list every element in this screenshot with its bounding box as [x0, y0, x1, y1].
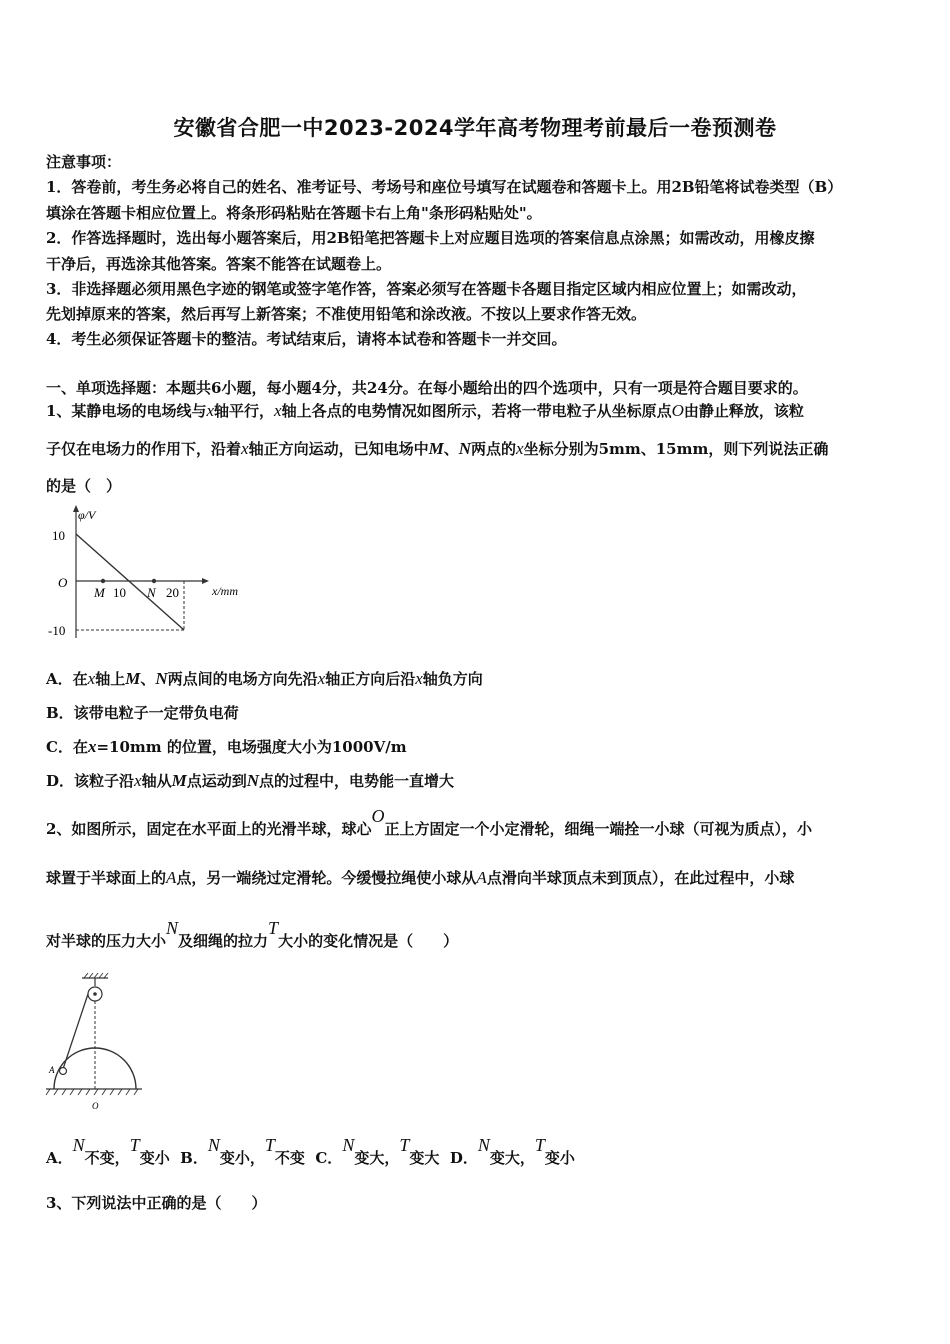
q2-line-3: 对半球的压力大小N及细绳的拉力T大小的变化情况是（ ） [46, 918, 459, 950]
x-tick-20: 20 [166, 585, 179, 600]
notice-heading: 注意事项： [46, 153, 122, 171]
x-axis-label: x/mm [212, 584, 238, 598]
page-title: 安徽省合肥一中2023-2024学年高考物理考前最后一卷预测卷 [173, 116, 777, 140]
y-axis-label: φ/V [78, 508, 96, 522]
q1-option-a: A．在x轴上M、N两点间的电场方向先沿x轴正方向后沿x轴负方向 [46, 669, 483, 688]
point-n-label: N [147, 585, 156, 600]
notice-line: 3．非选择题必须用黑色字迹的钢笔或签字笔作答，答案必须写在答题卡各题目指定区域内相应位置上；如需改动， [46, 280, 807, 298]
q2-options: A．N不变，T变小 B．N变小，T不变 C．N变大，T变大 D．N变大，T变小 [46, 1135, 575, 1167]
q2-line-2: 球置于半球面上的A点，另一端绕过定滑轮。今缓慢拉绳使小球从A点滑向半球顶点未到顶点），在此过程中，小球 [46, 868, 795, 887]
notice-line: 1．答卷前，考生务必将自己的姓名、准考证号、考场号和座位号填写在试题卷和答题卡上。用2B铅笔将试卷类型（B） [46, 178, 843, 196]
origin-label: O [58, 575, 68, 590]
point-a-label: A [49, 1065, 55, 1075]
q1-option-b: B．该带电粒子一定带负电荷 [46, 704, 239, 722]
q1-option-c: C．在x=10mm 的位置，电场强度大小为1000V/m [46, 737, 407, 756]
notice-line: 4．考生必须保证答题卡的整洁。考试结束后，请将本试卷和答题卡一并交回。 [46, 330, 567, 348]
section-heading: 一、单项选择题：本题共6小题，每小题4分，共24分。在每小题给出的四个选项中，只有一项是符合题目要求的。 [46, 379, 808, 397]
x-tick-10: 10 [113, 585, 126, 600]
notice-line: 填涂在答题卡相应位置上。将条形码粘贴在答题卡右上角"条形码粘贴处"。 [46, 204, 542, 222]
notice-line: 2．作答选择题时，选出每小题答案后，用2B铅笔把答题卡上对应题目选项的答案信息点涂黑；如需改动，用橡皮擦 [46, 229, 815, 247]
notice-line: 先划掉原来的答案，然后再写上新答案；不准使用铅笔和涂改液。不按以上要求作答无效。 [46, 305, 647, 323]
q3-line-1: 3、下列说法中正确的是（ ） [46, 1194, 267, 1212]
q1-line-2: 子仅在电场力的作用下，沿着x轴正方向运动，已知电场中M、N两点的x坐标分别为5mm、15mm，则下列说法正确 [46, 439, 829, 458]
q1-line-1: 1、某静电场的电场线与x轴平行，x轴上各点的电势情况如图所示，若将一带电粒子从坐标原点O由静止释放，该粒 [46, 401, 804, 420]
q2-line-1: 2、如图所示，固定在水平面上的光滑半球，球心O正上方固定一个小定滑轮，细绳一端拴一小球（可视为质点），小 [46, 806, 812, 838]
q2-hemisphere-figure [44, 970, 154, 1115]
y-tick-neg10: -10 [48, 623, 66, 638]
q1-line-3: 的是（ ） [46, 477, 122, 495]
q1-option-d: D．该粒子沿x轴从M点运动到N点的过程中，电势能一直增大 [46, 771, 455, 790]
q1-potential-graph [44, 503, 259, 643]
y-tick-10: 10 [52, 528, 65, 543]
notice-line: 干净后，再选涂其他答案。答案不能答在试题卷上。 [46, 255, 392, 273]
point-m-label: M [94, 585, 105, 600]
center-o-label: O [92, 1101, 99, 1111]
